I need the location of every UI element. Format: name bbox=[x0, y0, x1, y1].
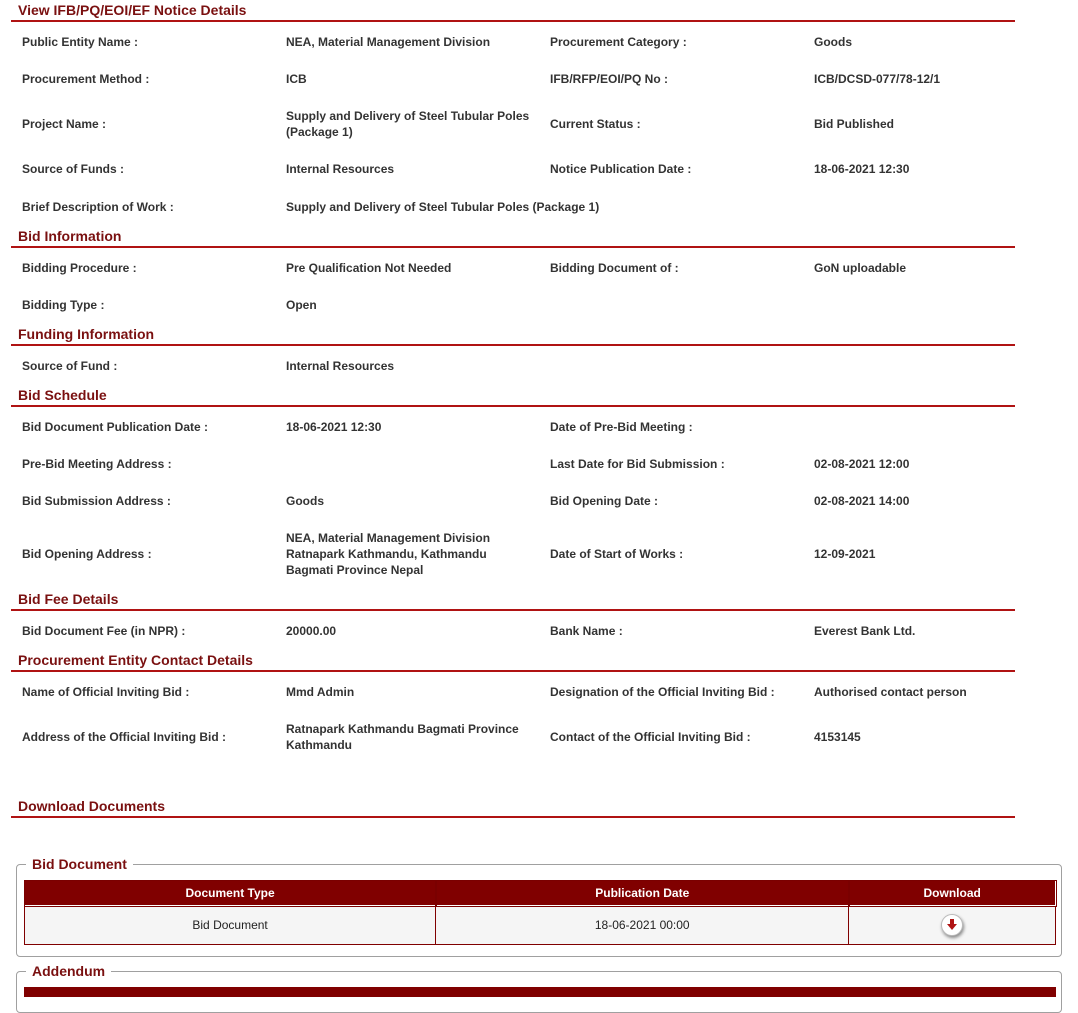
label-pre-bid-meeting-address: Pre-Bid Meeting Address : bbox=[22, 457, 172, 471]
section-heading-contact-details: Procurement Entity Contact Details bbox=[11, 650, 1015, 672]
value-public-entity: NEA, Material Management Division bbox=[286, 35, 491, 49]
value-ifb-no: ICB/DCSD-077/78-12/1 bbox=[814, 72, 941, 86]
label-source-of-funds: Source of Funds : bbox=[22, 162, 124, 176]
label-notice-publication-date: Notice Publication Date : bbox=[550, 162, 692, 176]
bid-document-table bbox=[24, 880, 1056, 945]
value-notice-publication-date: 18-06-2021 12:30 bbox=[814, 162, 910, 176]
value-official-designation: Authorised contact person bbox=[814, 685, 967, 699]
header-document-type: Document Type bbox=[25, 881, 436, 906]
value-bidding-procedure: Pre Qualification Not Needed bbox=[286, 261, 452, 275]
addendum-legend: Addendum bbox=[26, 963, 111, 979]
section-heading-funding-information: Funding Information bbox=[11, 324, 1015, 346]
header-publication-date: Publication Date bbox=[436, 881, 849, 906]
label-official-name: Name of Official Inviting Bid : bbox=[22, 685, 190, 699]
value-bid-opening-address: NEA, Material Management Division Ratnapark Kathmandu, Kathmandu Bagmati Province Nepal bbox=[286, 531, 491, 577]
label-official-address: Address of the Official Inviting Bid : bbox=[22, 730, 227, 744]
label-brief-description: Brief Description of Work : bbox=[22, 200, 174, 214]
label-bidding-type: Bidding Type : bbox=[22, 298, 105, 312]
value-bid-document-publication-date: 18-06-2021 12:30 bbox=[286, 420, 382, 434]
value-bid-opening-date: 02-08-2021 14:00 bbox=[814, 494, 910, 508]
value-bidding-type: Open bbox=[286, 298, 317, 312]
label-bank-name: Bank Name : bbox=[550, 624, 623, 638]
label-current-status: Current Status : bbox=[550, 117, 641, 131]
value-bid-document-fee: 20000.00 bbox=[286, 624, 337, 638]
value-date-start-of-works: 12-09-2021 bbox=[814, 547, 876, 561]
value-last-date-bid-submission: 02-08-2021 12:00 bbox=[814, 457, 910, 471]
addendum-table-header bbox=[24, 987, 1056, 997]
section-heading-bid-fee: Bid Fee Details bbox=[11, 589, 1015, 611]
label-bidding-procedure: Bidding Procedure : bbox=[22, 261, 137, 275]
table-row bbox=[25, 906, 1056, 945]
label-bid-document-publication-date: Bid Document Publication Date : bbox=[22, 420, 209, 434]
bid-document-legend: Bid Document bbox=[26, 856, 133, 872]
section-heading-notice: View IFB/PQ/EOI/EF Notice Details bbox=[11, 0, 1015, 22]
cell-document-type: Bid Document bbox=[25, 906, 436, 945]
value-source-of-fund: Internal Resources bbox=[286, 359, 395, 373]
value-procurement-method: ICB bbox=[286, 72, 307, 86]
label-bid-submission-address: Bid Submission Address : bbox=[22, 494, 171, 508]
label-bid-document-fee: Bid Document Fee (in NPR) : bbox=[22, 624, 186, 638]
label-ifb-no: IFB/RFP/EOI/PQ No : bbox=[550, 72, 669, 86]
section-heading-bid-information: Bid Information bbox=[11, 226, 1015, 248]
label-date-start-of-works: Date of Start of Works : bbox=[550, 547, 684, 561]
value-official-name: Mmd Admin bbox=[286, 685, 355, 699]
label-project-name: Project Name : bbox=[22, 117, 107, 131]
header-download: Download bbox=[849, 881, 1056, 906]
section-heading-bid-schedule: Bid Schedule bbox=[11, 385, 1015, 407]
addendum-fieldset bbox=[16, 963, 1062, 1013]
value-project-name: Supply and Delivery of Steel Tubular Poles (Package 1) bbox=[286, 109, 530, 139]
label-source-of-fund: Source of Fund : bbox=[22, 359, 118, 373]
value-bank-name: Everest Bank Ltd. bbox=[814, 624, 916, 638]
cell-download bbox=[849, 906, 1056, 945]
value-brief-description: Supply and Delivery of Steel Tubular Poles (Package 1) bbox=[286, 200, 600, 214]
label-pre-bid-meeting-date: Date of Pre-Bid Meeting : bbox=[550, 420, 693, 434]
value-bid-submission-address: Goods bbox=[286, 494, 324, 508]
label-procurement-method: Procurement Method : bbox=[22, 72, 150, 86]
value-bidding-document-of: GoN uploadable bbox=[814, 261, 907, 275]
label-bid-opening-address: Bid Opening Address : bbox=[22, 547, 152, 561]
cell-publication-date: 18-06-2021 00:00 bbox=[436, 906, 849, 945]
value-current-status: Bid Published bbox=[814, 117, 895, 131]
label-bid-opening-date: Bid Opening Date : bbox=[550, 494, 658, 508]
label-bidding-document-of: Bidding Document of : bbox=[550, 261, 679, 275]
label-official-designation: Designation of the Official Inviting Bid : bbox=[550, 685, 775, 699]
label-last-date-bid-submission: Last Date for Bid Submission : bbox=[550, 457, 725, 471]
value-official-contact: 4153145 bbox=[814, 730, 861, 744]
label-public-entity: Public Entity Name : bbox=[22, 35, 139, 49]
section-heading-download-documents: Download Documents bbox=[11, 796, 1015, 818]
label-procurement-category: Procurement Category : bbox=[550, 35, 687, 49]
value-source-of-funds: Internal Resources bbox=[286, 162, 395, 176]
value-official-address: Ratnapark Kathmandu Bagmati Province Kathmandu bbox=[286, 722, 519, 752]
download-icon[interactable] bbox=[941, 914, 963, 936]
value-procurement-category: Goods bbox=[814, 35, 852, 49]
bid-document-fieldset bbox=[16, 856, 1062, 957]
label-official-contact: Contact of the Official Inviting Bid : bbox=[550, 730, 751, 744]
